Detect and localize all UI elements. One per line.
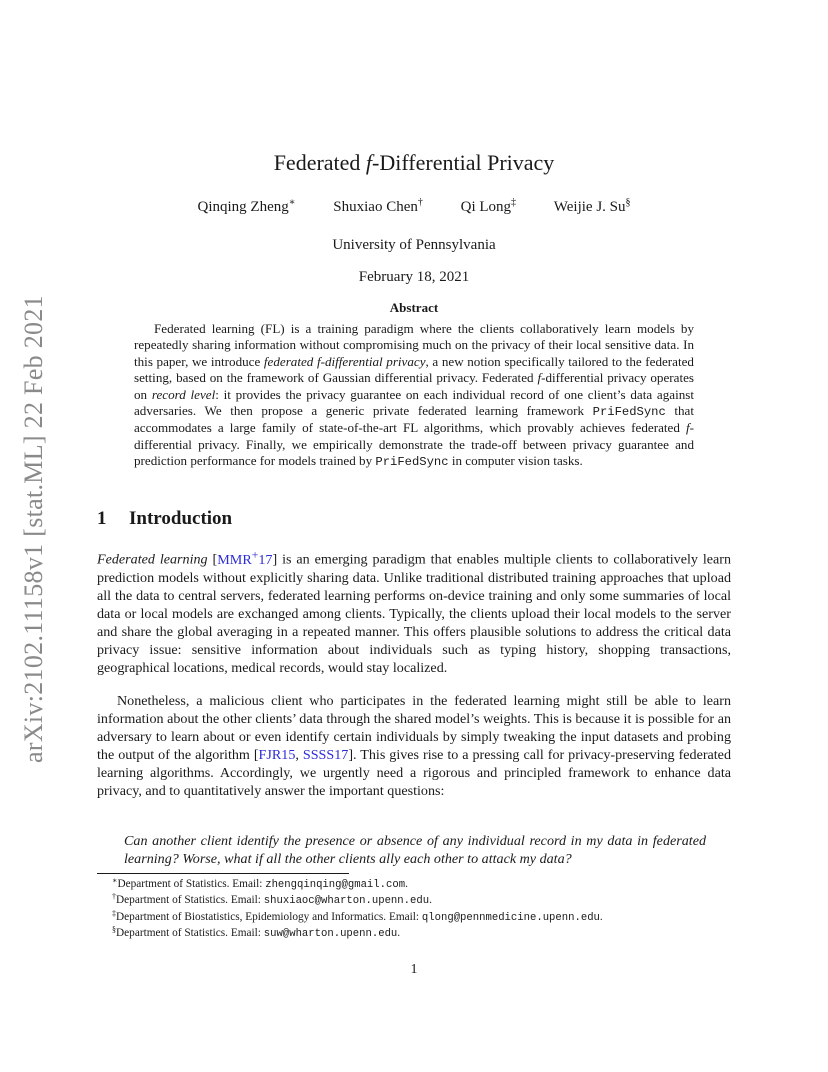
footnote-email: suw@wharton.upenn.edu <box>263 928 398 941</box>
author-footnote-mark: † <box>417 197 423 208</box>
abstract-text: Federated learning (FL) is a training paradigm where the clients collaboratively learn models by repeatedly sharing information without compromising much on the privacy of their local sensitive data. In this paper, we introduce <box>134 321 694 369</box>
code-term: PriFedSync <box>592 405 666 420</box>
citation-year: 17 <box>258 551 273 568</box>
author-name: Shuxiao Chen <box>333 199 418 215</box>
intro-paragraph-1 <box>97 546 731 677</box>
section-heading <box>97 508 232 530</box>
page-number: 1 <box>410 962 418 977</box>
footnote-mark: † <box>112 892 116 902</box>
citation-key: MMR <box>217 551 252 568</box>
author <box>461 199 516 216</box>
author-list <box>0 199 828 216</box>
research-question-quote: Can another client identify the presence or absence of any individual record in my data in federated learning? Worse, what if all the other clients ally each other to attack my data? <box>124 833 706 868</box>
title-suffix: -Differential Privacy <box>372 150 555 175</box>
section-number: 1 <box>97 508 107 529</box>
abstract-emphasis: record level <box>151 386 216 402</box>
footnote <box>112 877 603 893</box>
arxiv-sidebar <box>4 287 64 772</box>
footnote-end: . <box>397 927 401 940</box>
abstract-text: , a new notion specifically tailored to the federated setting, based on the framework of Gaussian differential privacy. Federated <box>134 353 694 386</box>
code-term: PriFedSync <box>375 455 449 470</box>
abstract-emphasis: federated f-differential privacy <box>263 353 426 369</box>
footnote <box>112 926 603 942</box>
author-footnote-mark: ‡ <box>511 197 517 208</box>
footnote-end: . <box>429 894 432 907</box>
title-f-symbol: f <box>365 150 373 175</box>
publication-date: February 18, 2021 <box>358 269 470 285</box>
footnote-text: Department of Statistics. Email: <box>116 927 264 940</box>
abstract-text: that accommodates a large family of state-of-the-art FL algorithms, which provably achieves federated <box>134 403 694 436</box>
footnote <box>112 910 603 926</box>
footnote-end: . <box>599 910 603 923</box>
term-emphasis: Federated learning <box>97 551 208 568</box>
abstract-heading: Abstract <box>389 300 439 315</box>
affiliation: University of Pennsylvania <box>332 237 496 253</box>
section-title: Introduction <box>129 508 233 529</box>
footnote <box>112 893 603 909</box>
title-prefix: Federated <box>273 150 366 175</box>
author-name: Qi Long <box>460 199 512 215</box>
abstract-text: in computer vision tasks. <box>448 453 583 469</box>
author-footnote-mark: § <box>625 197 631 208</box>
footnote-email: qlong@pennmedicine.upenn.edu <box>421 911 600 924</box>
footnote-text: Department of Statistics. Email: <box>116 894 264 907</box>
abstract-text: : it provides the privacy guarantee on each individual record of one client’s data against adversaries. We then propose a generic private federated learning framework <box>134 386 694 419</box>
citation-separator: , <box>295 747 303 764</box>
author <box>554 199 631 216</box>
footnote-mark: ‡ <box>112 908 116 918</box>
citation-link[interactable] <box>217 548 273 568</box>
citation-link[interactable]: FJR15 <box>258 747 296 764</box>
footnote-mark: § <box>112 925 116 935</box>
footnote-email: zhengqinqing@gmail.com <box>265 879 406 891</box>
abstract-text: -differential privacy operates on <box>134 370 694 402</box>
abstract-f-symbol: f <box>537 370 542 386</box>
abstract-f-symbol: f <box>685 420 690 436</box>
citation-bracket: [ <box>212 551 218 568</box>
footnotes <box>112 877 603 943</box>
citation-bracket: ] <box>272 551 278 568</box>
paragraph-text: Nonetheless, a malicious client who participates in the federated learning might still be able to learn information about the other clients’ data through the shared model’s weights. This is because it is possible for an adversary to learn about or even identify certain individuals by simply tweaking the input datasets and probing the output of the algorithm [ <box>97 693 731 764</box>
arxiv-identifier: arXiv:2102.11158v1 [stat.ML] 22 Feb 2021 <box>19 295 48 763</box>
footnote-text: Department of Statistics. Email: <box>117 878 266 890</box>
author-name: Weijie J. Su <box>553 199 626 215</box>
paragraph-text: ]. This gives rise to a pressing call for privacy-preserving federated learning algorithms. Accordingly, we urgently need a rigorous and principled framework to enhance data privacy, and to quantitatively answer the important questions: <box>97 747 731 800</box>
paragraph-text: is an emerging paradigm that enables multiple clients to collaboratively learn prediction models without explicitly sharing data. Unlike traditional distributed training approaches that upload all the data to central servers, federated learning performs on-device training and only some summaries of local data or local models are exchanged among clients. Typically, the clients upload their local models to the server and share the global averaging in a repeated manner. This offers plausible solutions to address the critical data privacy issue: sensitive information about individuals such as typing history, shopping transactions, geographical locations, medical records, would stay localized. <box>97 551 732 677</box>
paper-title <box>0 150 828 176</box>
author <box>333 199 423 216</box>
footnote-mark: ∗ <box>112 876 118 885</box>
footnote-text: Department of Biostatistics, Epidemiology and Informatics. Email: <box>116 910 422 923</box>
citation-link[interactable]: SSSS17 <box>302 747 349 764</box>
abstract-body <box>134 321 694 471</box>
abstract-text: -differential privacy. Finally, we empirically demonstrate the trade-off between privacy guarantee and prediction performance for models trained by <box>134 420 694 469</box>
footnote-email: shuxiaoc@wharton.upenn.edu <box>263 895 430 908</box>
intro-paragraph-2 <box>97 692 731 801</box>
author-name: Qinqing Zheng <box>197 199 289 215</box>
footnote-end: . <box>405 878 408 890</box>
author-footnote-mark: ∗ <box>288 197 296 208</box>
author <box>197 199 295 216</box>
footnote-divider <box>97 873 349 874</box>
citation-sup: + <box>251 548 259 561</box>
